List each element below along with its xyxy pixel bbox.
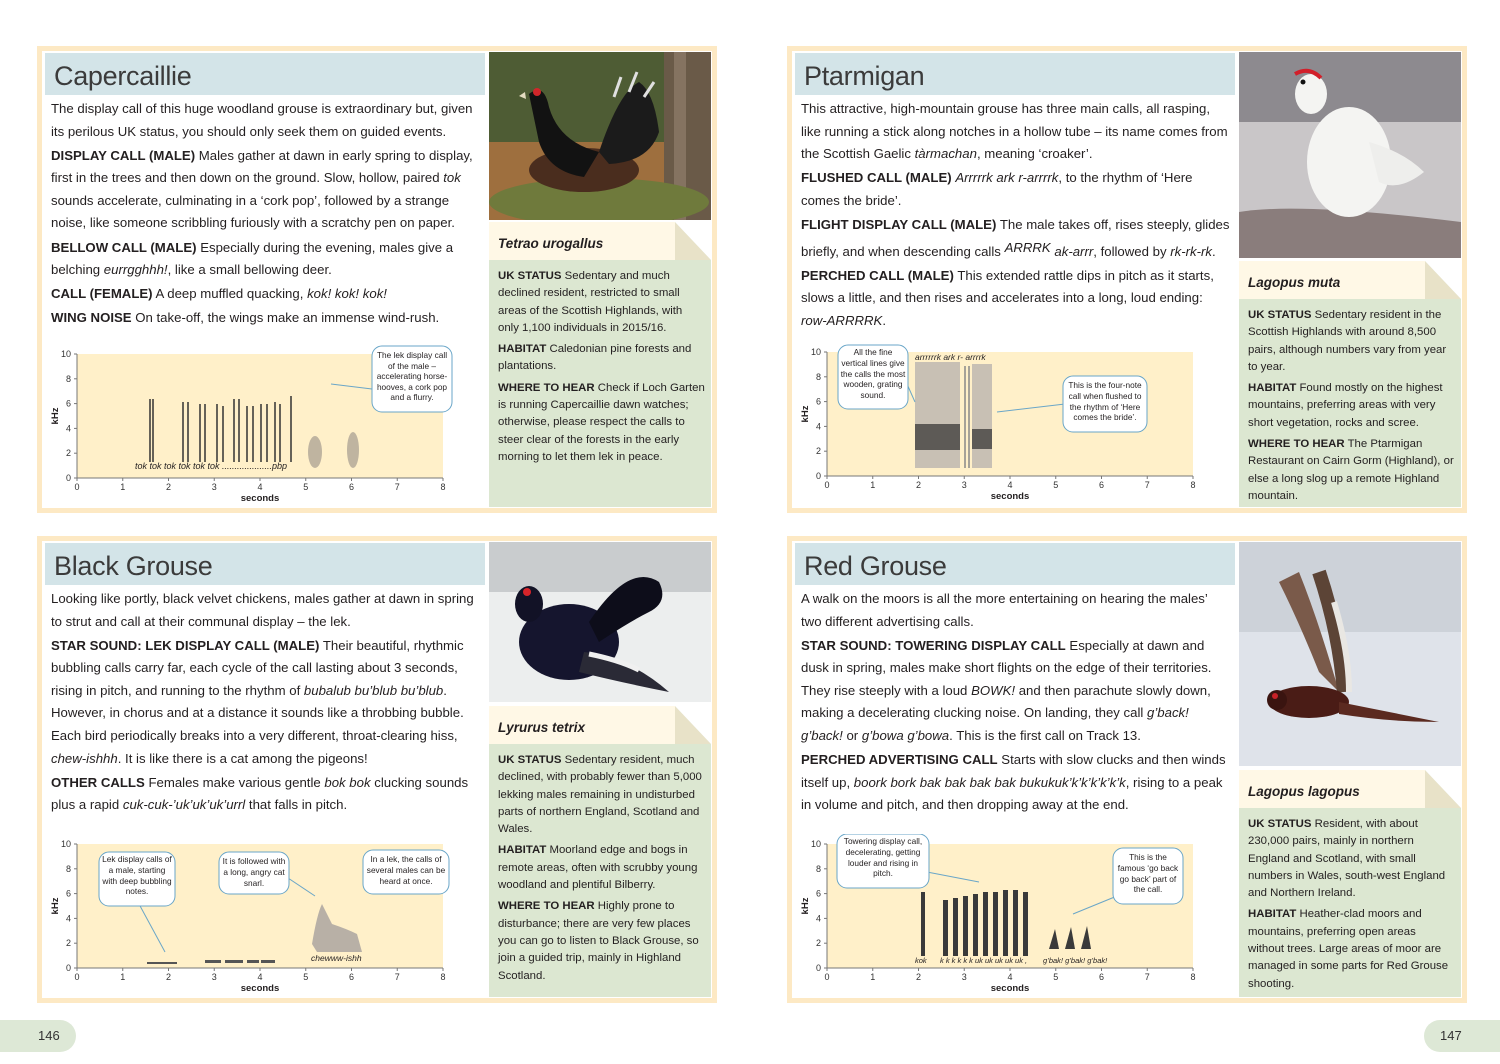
black-grouse-text (51, 588, 481, 818)
x-tick-label: 5 (1053, 972, 1059, 982)
x-tick-label: 4 (257, 972, 263, 982)
x-axis-label: seconds (240, 493, 280, 504)
bellow-call-paragraph: BELLOW CALL (MALE) Especially during the evening, males give a belching eurrgghhh!, like a small bellowing deer. (51, 239, 454, 278)
capercaillie-photo (489, 52, 711, 220)
red-grouse-title-bar (795, 543, 1235, 585)
x-tick-label: 4 (1007, 480, 1013, 490)
scientific-name-box: Lagopus lagopus (1239, 770, 1425, 808)
x-tick-label: 3 (961, 972, 967, 982)
x-tick-label: 8 (1190, 972, 1196, 982)
x-tick-label: 2 (915, 480, 922, 490)
x-tick-label: 3 (211, 482, 217, 492)
ptarmigan-photo (1239, 52, 1461, 258)
page-title: Ptarmigan (804, 61, 925, 91)
info-body: UK STATUS Resident, with about 230,000 pairs, mainly in northern England and Scotland, with small numbers in Wales, south-west England and Northern Ireland. HABITAT Heather-clad moors and mountains, preferring open areas without trees. Large areas of moor are managed in some parts for Red Grouse shooting. (1248, 818, 1449, 990)
y-tick-label: 2 (815, 446, 821, 457)
x-tick-label: 8 (440, 972, 446, 982)
info-body: UK STATUS Sedentary resident in the Scottish Highlands with around 8,500 pairs, although numbers vary from year to year. HABITAT Found mostly on the highest mountains, preferring areas with very short vegetation, rocks and scree. WHERE TO HEAR The Ptarmigan Restaurant on Cairn Gorm (Highland), or else a long slog up a remote Highland mountain. (1248, 309, 1454, 502)
y-tick-label: 2 (65, 938, 71, 949)
x-tick-label: 1 (120, 972, 126, 982)
y-axis-label: kHz (800, 405, 811, 423)
callout-text: It is followed with a long, angry cat snarl. (222, 856, 286, 888)
x-tick-label: 2 (915, 972, 922, 982)
y-tick-label: 10 (810, 347, 821, 357)
wing-noise-paragraph: WING NOISE On take-off, the wings make an immense wind-rush. (51, 310, 440, 326)
x-tick-label: 6 (1098, 480, 1105, 490)
page-title: Capercaillie (54, 61, 192, 91)
y-tick-label: 4 (65, 423, 71, 434)
ptarmigan-title-bar (795, 53, 1235, 95)
towering-call-paragraph: STAR SOUND: TOWERING DISPLAY CALL Especially at dawn and dusk in spring, males make short flights on the edge of their territories. They rise steeply with a loud BOWK! and then parachute slowly down, making a decelerating clucking noise. On landing, they call g’back! g’back! or g’bowa g’bowa. This is the first call on Track 13. (801, 637, 1212, 744)
capercaillie-text (51, 98, 481, 331)
y-tick-label: 0 (815, 963, 821, 973)
y-tick-label: 4 (815, 421, 821, 432)
capercaillie-title-bar (45, 53, 485, 95)
x-tick-label: 0 (824, 972, 830, 982)
x-tick-label: 8 (1190, 480, 1196, 490)
x-tick-label: 4 (1007, 972, 1013, 982)
y-tick-label: 10 (60, 839, 71, 849)
x-axis-label: seconds (240, 983, 280, 994)
x-tick-label: 5 (303, 482, 309, 492)
y-axis-label: kHz (50, 407, 61, 425)
page-fold-corner (675, 706, 711, 744)
intro-paragraph: The display call of this huge woodland grouse is extraordinary but, given its perilous UK status, you should only seek them on guided events. (51, 101, 473, 139)
x-axis-label: seconds (990, 491, 1030, 502)
y-axis-label: kHz (800, 897, 811, 915)
y-tick-label: 10 (60, 349, 71, 359)
capercaillie-card (37, 46, 717, 513)
x-tick-label: 1 (870, 480, 876, 490)
y-tick-label: 6 (65, 398, 71, 409)
female-call-paragraph: CALL (FEMALE) A deep muffled quacking, kok! kok! kok! (51, 286, 387, 302)
callout-text: Lek display calls of a male, starting with deep bubbling notes. (102, 854, 172, 897)
x-tick-label: 6 (1098, 972, 1105, 982)
y-tick-label: 0 (815, 471, 821, 481)
y-tick-label: 8 (815, 863, 821, 874)
scientific-name-box: Lyrurus tetrix (489, 706, 675, 744)
y-axis-label: kHz (50, 897, 61, 915)
y-tick-label: 10 (810, 839, 821, 849)
call-label: arrrrrrk ark r- arrrrk (915, 352, 986, 362)
y-tick-label: 6 (815, 396, 821, 407)
x-tick-label: 3 (961, 480, 967, 490)
x-tick-label: 7 (394, 482, 400, 492)
x-tick-label: 6 (348, 972, 355, 982)
intro-paragraph: Looking like portly, black velvet chickens, males gather at dawn in spring to strut and call at their communal display – the lek. (51, 591, 474, 629)
x-tick-label: 4 (257, 482, 263, 492)
page-fold-corner (1425, 770, 1461, 808)
x-tick-label: 2 (165, 972, 172, 982)
x-tick-label: 5 (303, 972, 309, 982)
page-number-right: 147 (1424, 1020, 1500, 1052)
x-tick-label: 8 (440, 482, 446, 492)
page-number-left: 146 (0, 1020, 76, 1052)
callout-text: The lek display call of the male – accelerating horse-hooves, a cork pop and a flurry. (376, 350, 448, 403)
call-label: tok tok tok tok tok tok ....................pbp (135, 461, 288, 471)
y-tick-label: 2 (65, 448, 71, 459)
display-call-paragraph: DISPLAY CALL (MALE) Males gather at dawn in early spring to display, first in the trees and then down on the ground. Slow, hollow, paired tok sounds accelerate, culminating in a ‘cork pop’, followed by a strange noise, like someone scribbling furiously with a scratchy pen on paper. (51, 147, 473, 231)
red-grouse-spectrogram (797, 834, 1227, 996)
y-tick-label: 0 (65, 963, 71, 973)
x-tick-label: 0 (74, 482, 80, 492)
red-grouse-photo (1239, 542, 1461, 766)
callout-text: This is the four-note call when flushed to the rhythm of ‘Here comes the bride’. (1068, 380, 1142, 423)
ptarmigan-text (801, 98, 1231, 334)
y-tick-label: 4 (65, 913, 71, 924)
page-fold-corner (675, 222, 711, 260)
call-label: g’bak! g’bak! g’bak! (1043, 956, 1108, 965)
callout-text: Towering display call, decelerating, getting louder and rising in pitch. (843, 836, 923, 879)
black-grouse-photo (489, 542, 711, 702)
red-grouse-card (787, 536, 1467, 1003)
flight-call-paragraph: FLIGHT DISPLAY CALL (MALE) The male takes off, rises steeply, glides briefly, and when descending calls ARRRK ak-arrr, followed by rk-rk-rk. (801, 216, 1230, 259)
flurry-blob (347, 432, 359, 468)
x-tick-label: 1 (120, 482, 126, 492)
capercaillie-spectrogram (47, 344, 477, 506)
x-tick-label: 0 (824, 480, 830, 490)
y-tick-label: 0 (65, 473, 71, 483)
red-grouse-info-panel (1239, 770, 1461, 997)
other-calls-paragraph: OTHER CALLS Females make various gentle bok bok clucking sounds plus a rapid cuk-cuk-’uk’uk’uk’urrl that falls in pitch. (51, 774, 469, 813)
y-tick-label: 8 (815, 371, 821, 382)
ptarmigan-info-panel (1239, 261, 1461, 507)
y-tick-label: 2 (815, 938, 821, 949)
x-tick-label: 5 (1053, 480, 1059, 490)
flurry-blob (308, 436, 322, 468)
perched-call-paragraph: PERCHED ADVERTISING CALL Starts with slow clucks and then winds itself up, boork bork bak bak bak bak bukukuk’k’k’k’k’k’k, rising to a peak in volume and pitch, and then dropping away at the end. (801, 752, 1226, 813)
y-tick-label: 4 (815, 913, 821, 924)
intro-paragraph: A walk on the moors is all the more entertaining on hearing the males’ two different advertising calls. (801, 591, 1208, 629)
call-label: k k k k k k uk uk uk uk uk , (940, 956, 1028, 965)
info-body: UK STATUS Sedentary resident, much declined, with probably fewer than 5,000 lekking males remaining in undisturbed parts of northern England, Scotland and Wales. HABITAT Moorland edge and bogs in remote areas, often with scrubby young woodland and plentiful Bilberry. WHERE TO HEAR Highly prone to disturbance; there are very few places you can go to listen to Black Grouse, so join a guided trip, mainly in Highland Scotland. (498, 754, 702, 982)
y-tick-label: 6 (815, 888, 821, 899)
y-tick-label: 8 (65, 373, 71, 384)
y-tick-label: 8 (65, 863, 71, 874)
x-tick-label: 7 (1144, 972, 1150, 982)
y-tick-label: 6 (65, 888, 71, 899)
x-tick-label: 7 (1144, 480, 1150, 490)
callout-text: All the fine vertical lines give the calls the most wooden, grating sound. (840, 347, 906, 401)
black-grouse-title-bar (45, 543, 485, 585)
x-tick-label: 7 (394, 972, 400, 982)
page-fold-corner (1425, 261, 1461, 299)
intro-paragraph: This attractive, high-mountain grouse has three main calls, all rasping, like running a stick along notches in a hollow tube – its name comes from the Scottish Gaelic tàrmachan, meaning ‘croaker’. (801, 101, 1228, 162)
x-axis-label: seconds (990, 983, 1030, 994)
black-grouse-spectrogram (47, 834, 477, 996)
ptarmigan-card (787, 46, 1467, 513)
red-grouse-text (801, 588, 1231, 818)
callout-text: In a lek, the calls of several males can be heard at once. (366, 854, 446, 886)
lek-call-paragraph: STAR SOUND: LEK DISPLAY CALL (MALE) Their beautiful, rhythmic bubbling calls carry far, each cycle of the call lasting about 3 seconds, rising in pitch, and running to the rhythm of bubalub bu’blub bu’blub. However, in chorus and at a distance it sounds like a throbbing bubble. Each bird periodically breaks into a very different, throat-clearing hiss, chew-ishhh. It is like there is a cat among the pigeons! (51, 637, 464, 766)
black-grouse-info-panel (489, 706, 711, 997)
black-grouse-card (37, 536, 717, 1003)
x-tick-label: 1 (870, 972, 876, 982)
x-tick-label: 6 (348, 482, 355, 492)
perched-call-paragraph: PERCHED CALL (MALE) This extended rattle dips in pitch as it starts, slows a little, and then rises and accelerates into a long, loud ending: row-ARRRRK. (801, 267, 1214, 328)
x-tick-label: 0 (74, 972, 80, 982)
x-tick-label: 2 (165, 482, 172, 492)
page-title: Red Grouse (804, 551, 947, 581)
ptarmigan-spectrogram (797, 344, 1227, 506)
x-tick-label: 3 (211, 972, 217, 982)
spectrogram-marks (915, 362, 992, 468)
callout-text: This is the famous ‘go back go back’ part of the call. (1117, 852, 1179, 895)
flushed-call-paragraph: FLUSHED CALL (MALE) Arrrrrk ark r-arrrrk, to the rhythm of ‘Here comes the bride’. (801, 170, 1193, 208)
page-title: Black Grouse (54, 551, 213, 581)
info-body: UK STATUS Sedentary and much declined resident, restricted to small areas of the Scottish Highlands, with only 1,100 individuals in 2015/16. HABITAT Caledonian pine forests and plantations. WHERE TO HEAR Check if Loch Garten is running Capercaillie dawn watches; otherwise, please respect the calls to steer clear of the forests in the early morning to let them lek in peace. (498, 270, 705, 463)
call-label: chewww-ishh (311, 953, 362, 963)
scientific-name-box: Lagopus muta (1239, 261, 1425, 299)
capercaillie-info-panel (489, 222, 711, 507)
call-label: kok (915, 956, 927, 965)
scientific-name-box: Tetrao urogallus (489, 222, 675, 260)
